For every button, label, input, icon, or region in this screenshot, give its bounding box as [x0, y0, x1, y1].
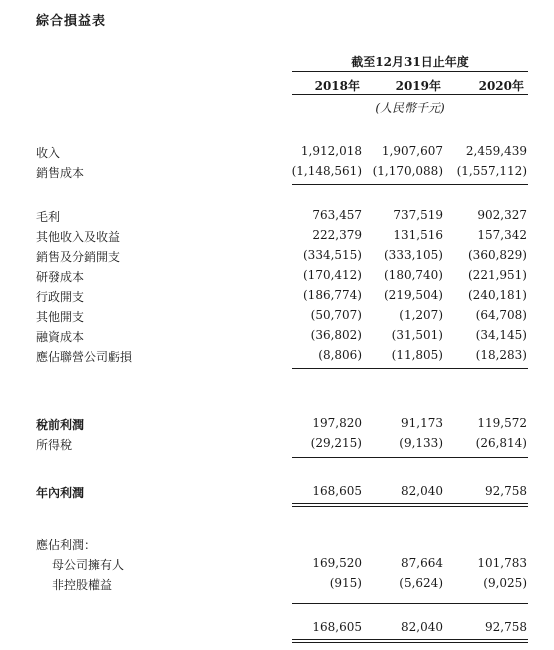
row-label: 毛利 [36, 210, 61, 224]
period-header: 截至12月31日止年度 [351, 55, 469, 69]
table-row [0, 266, 554, 286]
row-value: (5,624) [399, 576, 443, 590]
row-value: 168,605 [312, 620, 362, 634]
row-value: 92,758 [485, 484, 527, 498]
row-value: (11,805) [391, 348, 443, 362]
table-row [0, 482, 554, 502]
row-label: 其他開支 [36, 310, 85, 324]
row-value: 902,327 [477, 208, 527, 222]
row-label: 行政開支 [36, 290, 85, 304]
row-label: 其他收入及收益 [36, 230, 121, 244]
table-row [0, 346, 554, 366]
row-value: (50,707) [310, 308, 362, 322]
row-value: 119,572 [477, 416, 527, 430]
row-label: 年內利潤 [36, 486, 85, 500]
subtotal-rule [292, 368, 528, 369]
row-value: 92,758 [485, 620, 527, 634]
row-value: 763,457 [312, 208, 362, 222]
year-header-2019: 2019年 [395, 79, 441, 93]
table-row [0, 326, 554, 346]
total-double-rule-top [292, 639, 528, 640]
row-label: 應佔利潤： [36, 538, 97, 552]
row-value: (1,148,561) [291, 164, 362, 178]
row-value: (186,774) [303, 288, 362, 302]
row-value: 91,173 [401, 416, 443, 430]
table-row [0, 534, 554, 554]
row-value: 101,783 [477, 556, 527, 570]
subtotal-rule [292, 184, 528, 185]
total-double-rule-top [292, 503, 528, 504]
table-row [0, 434, 554, 454]
table-row [0, 246, 554, 266]
row-value: (360,829) [468, 248, 527, 262]
row-value: 197,820 [312, 416, 362, 430]
row-value: (64,708) [475, 308, 527, 322]
row-value: (9,025) [483, 576, 527, 590]
row-label: 收入 [36, 146, 61, 160]
table-row [0, 574, 554, 594]
row-value: (1,557,112) [456, 164, 527, 178]
row-label: 稅前利潤 [36, 418, 85, 432]
table-row [0, 142, 554, 162]
row-label: 融資成本 [36, 330, 85, 344]
year-header-2020: 2020年 [478, 79, 524, 93]
table-row [0, 226, 554, 246]
row-value: (9,133) [399, 436, 443, 450]
subtotal-rule [292, 603, 528, 604]
row-value: 2,459,439 [465, 144, 527, 158]
table-row [0, 414, 554, 434]
row-value: 82,040 [401, 620, 443, 634]
table-row [0, 162, 554, 182]
row-value: (333,105) [384, 248, 443, 262]
table-row [0, 306, 554, 326]
total-double-rule-bottom [292, 506, 528, 507]
unit-label: (人民幣千元) [375, 101, 445, 115]
row-value: (18,283) [475, 348, 527, 362]
row-value: 131,516 [393, 228, 443, 242]
year-header-2018: 2018年 [314, 79, 360, 93]
row-value: (334,515) [303, 248, 362, 262]
row-value: (1,207) [399, 308, 443, 322]
table-row [0, 618, 554, 638]
table-row [0, 554, 554, 574]
row-value: (31,501) [391, 328, 443, 342]
row-value: (29,215) [310, 436, 362, 450]
row-value: 1,912,018 [300, 144, 362, 158]
row-label: 銷售及分銷開支 [36, 250, 121, 264]
row-value: 1,907,607 [381, 144, 443, 158]
row-label: 應佔聯營公司虧損 [36, 350, 133, 364]
table-row [0, 206, 554, 226]
row-label: 研發成本 [36, 270, 85, 284]
row-value: (180,740) [384, 268, 443, 282]
row-value: 87,664 [401, 556, 443, 570]
year-header-underline [292, 94, 528, 95]
row-value: (36,802) [310, 328, 362, 342]
row-value: 169,520 [312, 556, 362, 570]
statement-title: 綜合損益表 [36, 14, 107, 29]
row-label: 非控股權益 [52, 578, 113, 592]
row-value: (915) [329, 576, 362, 590]
row-value: (219,504) [384, 288, 443, 302]
row-label: 銷售成本 [36, 166, 85, 180]
period-underline [292, 71, 528, 72]
table-row [0, 286, 554, 306]
row-label: 所得稅 [36, 438, 73, 452]
row-value: (34,145) [475, 328, 527, 342]
row-label: 母公司擁有人 [52, 558, 125, 572]
row-value: 737,519 [393, 208, 443, 222]
row-value: (8,806) [318, 348, 362, 362]
row-value: 168,605 [312, 484, 362, 498]
row-value: (26,814) [475, 436, 527, 450]
row-value: (1,170,088) [372, 164, 443, 178]
row-value: (221,951) [468, 268, 527, 282]
row-value: (170,412) [303, 268, 362, 282]
total-double-rule-bottom [292, 642, 528, 643]
row-value: 157,342 [477, 228, 527, 242]
row-value: 82,040 [401, 484, 443, 498]
subtotal-rule [292, 457, 528, 458]
row-value: 222,379 [312, 228, 362, 242]
row-value: (240,181) [468, 288, 527, 302]
